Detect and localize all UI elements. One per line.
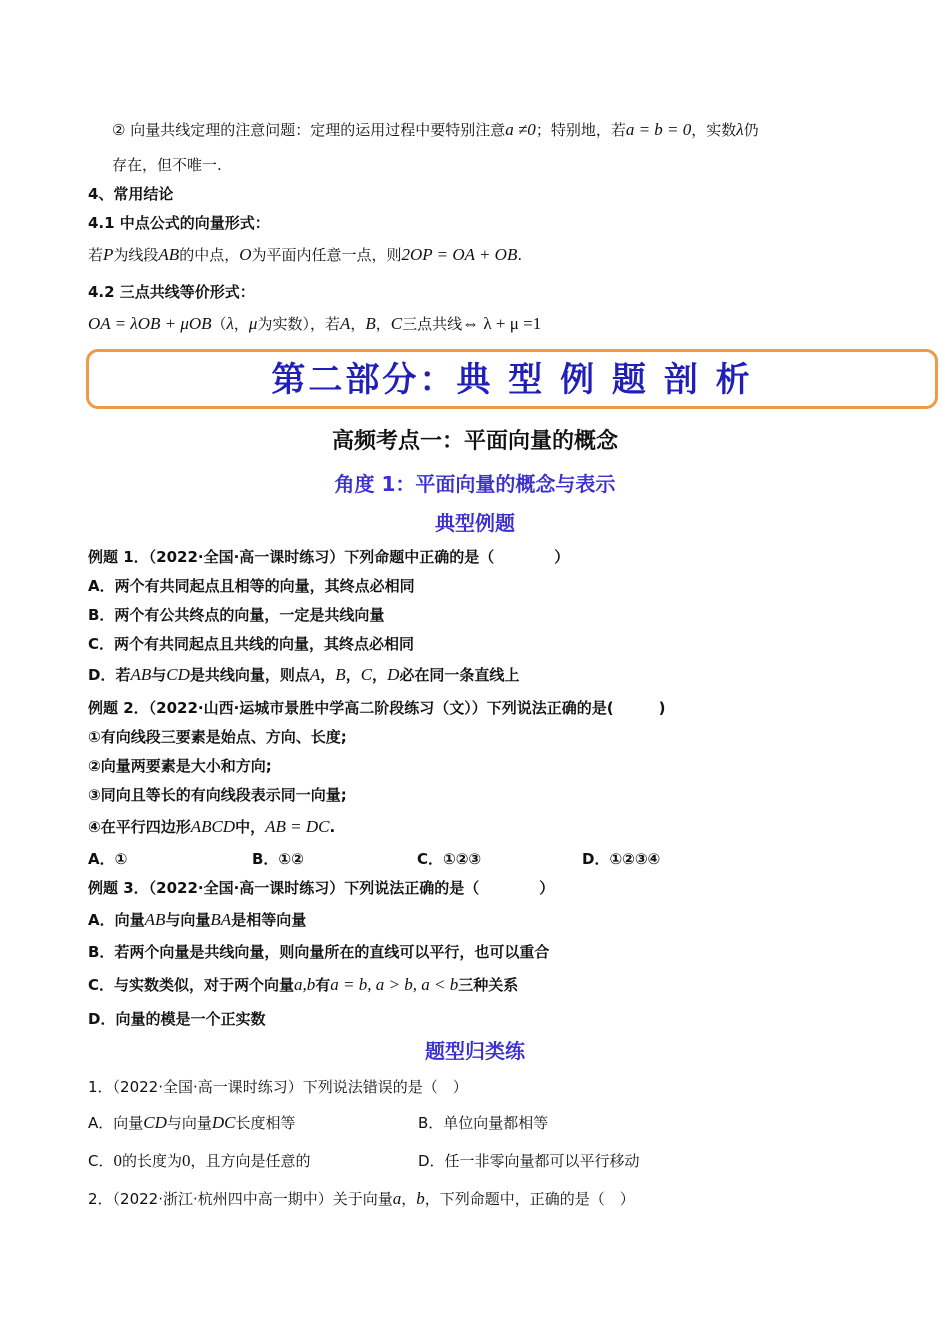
example-3-option-c: C．与实数类似，对于两个向量a,b有a = b, a > b, a < b三种关系: [88, 975, 519, 994]
section-4-1-title: 4.1 中点公式的向量形式：: [88, 214, 270, 232]
example-2-statement-3: ③同向且等长的有向线段表示同一向量;: [88, 786, 347, 804]
example-2-option-a: A．①: [88, 850, 128, 868]
example-2-statement-4: ④在平行四边形ABCD中，AB = DC.: [88, 817, 336, 836]
practice-1-stem: 1．（2022·全国·高一课时练习）下列说法错误的是（ ）: [88, 1078, 468, 1096]
practice-heading: 题型归类练: [425, 1039, 525, 1063]
example-1-option-a: A．两个有共同起点且相等的向量，其终点必相同: [88, 577, 415, 595]
banner-title: 第二部分：典 型 例 题 剖 析: [271, 360, 753, 400]
collinear-formula: OA = λOB + μOB（λ，μ为实数），若A，B，C三点共线⇔ λ + μ =1: [88, 314, 542, 333]
section-4-2-title: 4.2 三点共线等价形式：: [88, 283, 255, 301]
note2-line2: 存在，但不唯一.: [112, 156, 222, 174]
example-2-option-c: C．①②③: [417, 850, 482, 868]
topic-heading: 高频考点一：平面向量的概念: [331, 429, 618, 454]
section-4-title: 4、常用结论: [88, 185, 174, 203]
examples-heading: 典型例题: [435, 511, 515, 535]
note2-line1: ② 向量共线定理的注意问题：定理的运用过程中要特别注意a ≠0；特别地，若a = b = 0，实数λ仍: [112, 120, 759, 139]
example-2-stem: 例题 2．（2022·山西·运城市景胜中学高二阶段练习（文））下列说法正确的是( ): [88, 699, 666, 717]
example-2-statement-1: ①有向线段三要素是始点、方向、长度;: [88, 728, 347, 746]
midpoint-formula: 若P为线段AB的中点，O为平面内任意一点，则2OP = OA + OB.: [88, 245, 523, 264]
practice-2-stem: 2．（2022·浙江·杭州四中高一期中）关于向量a，b，下列命题中，正确的是（ ）: [88, 1189, 635, 1208]
example-1-option-d: D．若AB与CD是共线向量，则点A，B，C，D必在同一条直线上: [88, 665, 520, 684]
practice-1-option-c: C．0的长度为0，且方向是任意的: [88, 1151, 311, 1170]
example-2-option-b: B．①②: [252, 850, 304, 868]
example-1-option-c: C．两个有共同起点且共线的向量，其终点必相同: [88, 635, 415, 653]
example-1-option-b: B．两个有公共终点的向量，一定是共线向量: [88, 606, 385, 624]
example-2-statement-2: ②向量两要素是大小和方向;: [88, 757, 272, 775]
practice-1-option-d: D．任一非零向量都可以平行移动: [418, 1152, 640, 1170]
example-1-stem: 例题 1．（2022·全国·高一课时练习）下列命题中正确的是（ ）: [88, 548, 570, 566]
part-two-banner: [86, 349, 938, 409]
example-3-option-b: B．若两个向量是共线向量，则向量所在的直线可以平行，也可以重合: [88, 943, 550, 961]
example-3-option-d: D．向量的模是一个正实数: [88, 1010, 266, 1028]
angle-heading: 角度 1：平面向量的概念与表示: [334, 472, 616, 496]
example-3-stem: 例题 3．（2022·全国·高一课时练习）下列说法正确的是（ ）: [88, 879, 555, 897]
example-3-option-a: A．向量AB与向量BA是相等向量: [88, 910, 307, 929]
practice-1-option-a: A．向量CD与向量DC长度相等: [88, 1113, 296, 1132]
practice-1-option-b: B．单位向量都相等: [418, 1114, 549, 1132]
example-2-option-d: D．①②③④: [582, 850, 661, 868]
